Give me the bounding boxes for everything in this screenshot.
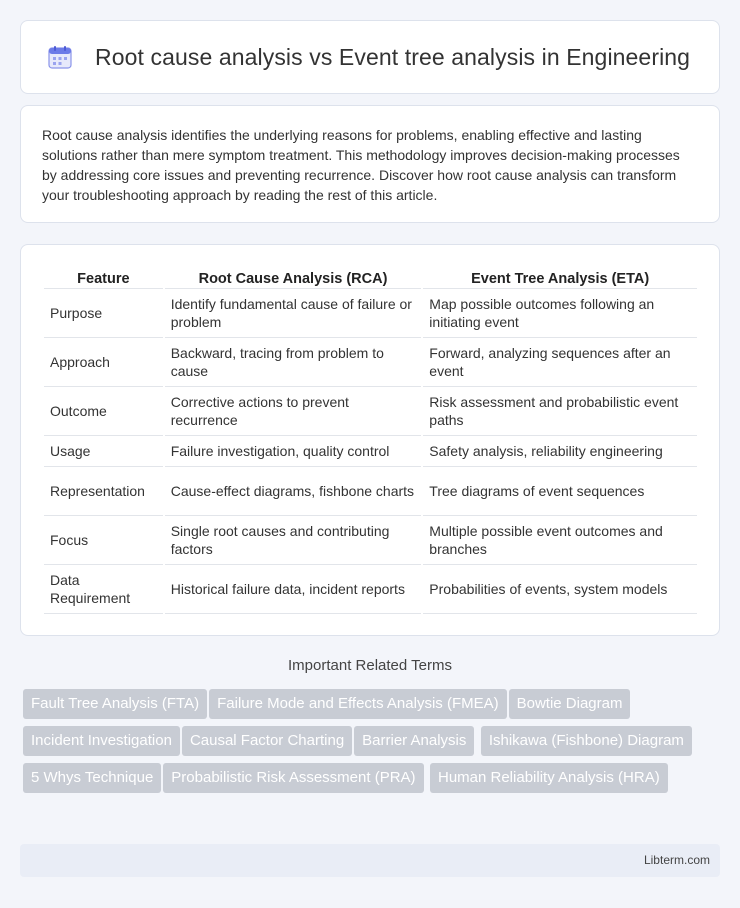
related-term-chip[interactable]: Bowtie Diagram bbox=[509, 689, 631, 719]
related-term-chip[interactable]: Failure Mode and Effects Analysis (FMEA) bbox=[209, 689, 507, 719]
table-row bbox=[44, 387, 697, 436]
related-term-chip[interactable]: Fault Tree Analysis (FTA) bbox=[23, 689, 207, 719]
related-term-chip[interactable]: Probabilistic Risk Assessment (PRA) bbox=[163, 763, 423, 793]
comparison-table-card bbox=[20, 244, 720, 636]
related-terms-title: Important Related Terms bbox=[288, 657, 452, 674]
table-row bbox=[44, 565, 697, 614]
header-card bbox=[20, 20, 720, 94]
feature-cell: Usage bbox=[44, 436, 163, 467]
intro-card bbox=[20, 105, 720, 223]
table-row bbox=[44, 467, 697, 516]
related-term-chip[interactable]: Human Reliability Analysis (HRA) bbox=[430, 763, 668, 793]
table-row bbox=[44, 338, 697, 387]
related-terms-list bbox=[23, 689, 703, 800]
feature-cell: Approach bbox=[44, 338, 163, 387]
footer bbox=[20, 844, 720, 877]
eta-cell: Map possible outcomes following an initiating event bbox=[423, 289, 697, 338]
feature-cell: Data Requirement bbox=[44, 565, 163, 614]
related-term-chip[interactable]: Incident Investigation bbox=[23, 726, 180, 756]
related-term-chip[interactable]: Barrier Analysis bbox=[354, 726, 474, 756]
feature-cell: Outcome bbox=[44, 387, 163, 436]
feature-cell: Purpose bbox=[44, 289, 163, 338]
table-header-row bbox=[44, 265, 697, 289]
related-term-chip[interactable]: 5 Whys Technique bbox=[23, 763, 161, 793]
rca-cell: Identify fundamental cause of failure or problem bbox=[165, 289, 422, 338]
rca-cell: Backward, tracing from problem to cause bbox=[165, 338, 422, 387]
comparison-table bbox=[42, 265, 699, 614]
eta-cell: Probabilities of events, system models bbox=[423, 565, 697, 614]
feature-cell: Focus bbox=[44, 516, 163, 565]
rca-cell: Failure investigation, quality control bbox=[165, 436, 422, 467]
page-title: Root cause analysis vs Event tree analysis in Engineering bbox=[95, 43, 691, 70]
rca-cell: Cause-effect diagrams, fishbone charts bbox=[165, 467, 422, 516]
calendar-icon bbox=[47, 44, 73, 70]
eta-cell: Risk assessment and probabilistic event paths bbox=[423, 387, 697, 436]
column-header-feature: Feature bbox=[44, 265, 163, 289]
feature-cell: Representation bbox=[44, 467, 163, 516]
table-row bbox=[44, 289, 697, 338]
eta-cell: Tree diagrams of event sequences bbox=[423, 467, 697, 516]
eta-cell: Safety analysis, reliability engineering bbox=[423, 436, 697, 467]
related-term-chip[interactable]: Causal Factor Charting bbox=[182, 726, 352, 756]
intro-text: Root cause analysis identifies the underlying reasons for problems, enabling effective and lasting solutions rather than mere symptom treatment. This methodology improves decision-making processes by addressing core issues and preventing recurrence. Discover how root cause analysis can transform your troubleshooting approach by reading the rest of this article. bbox=[42, 127, 680, 203]
column-header-eta: Event Tree Analysis (ETA) bbox=[423, 265, 697, 289]
eta-cell: Forward, analyzing sequences after an event bbox=[423, 338, 697, 387]
rca-cell: Historical failure data, incident reports bbox=[165, 565, 422, 614]
rca-cell: Single root causes and contributing factors bbox=[165, 516, 422, 565]
table-row bbox=[44, 436, 697, 467]
rca-cell: Corrective actions to prevent recurrence bbox=[165, 387, 422, 436]
column-header-rca: Root Cause Analysis (RCA) bbox=[165, 265, 422, 289]
eta-cell: Multiple possible event outcomes and branches bbox=[423, 516, 697, 565]
table-row bbox=[44, 516, 697, 565]
footer-brand-link[interactable]: Libterm.com bbox=[643, 853, 710, 867]
related-term-chip[interactable]: Ishikawa (Fishbone) Diagram bbox=[481, 726, 692, 756]
